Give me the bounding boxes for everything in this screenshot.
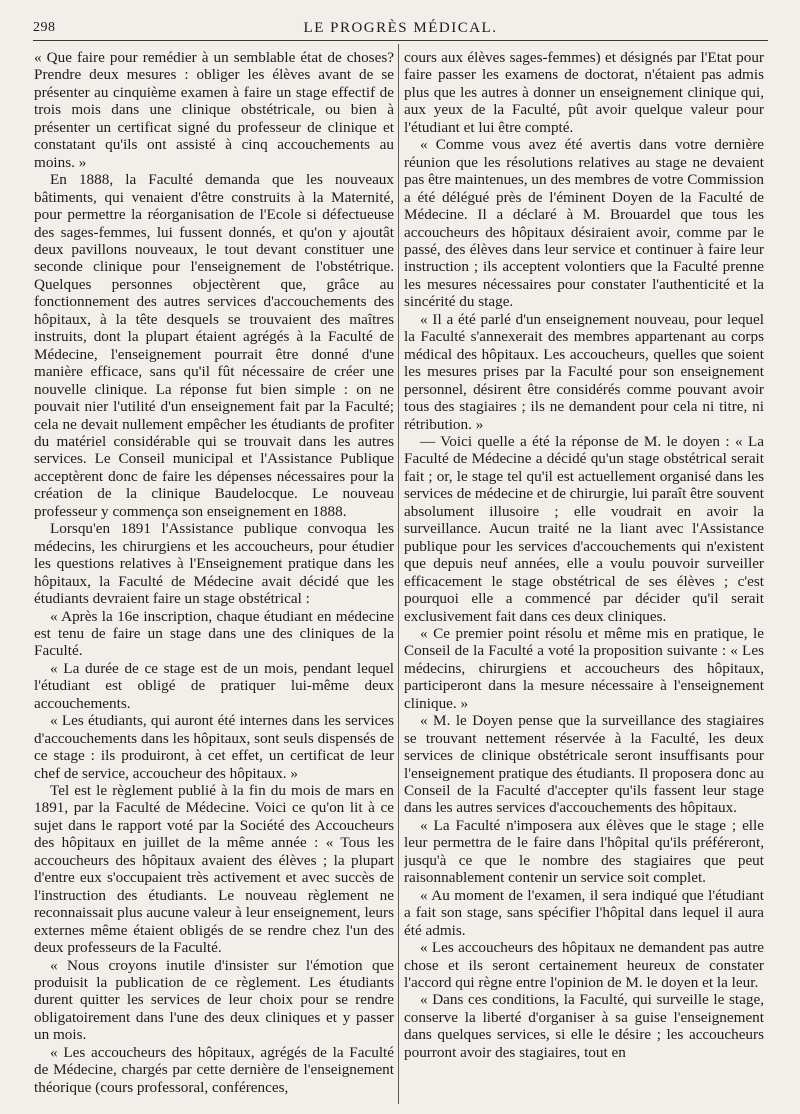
paragraph: Tel est le règlement publié à la fin du mois de mars en 1891, par la Faculté de Médecine. Voici ce qu'on lit à ce sujet dans le rapport voté par la Société des Accoucheurs des hôpitaux en juillet de la même année : « Tous les accoucheurs des hôpitaux avaient des élèves ; la plupart d'entre eux s'occupaient très activement et avec succès de l'instruction des étudiants. Le nouveau règlement ne reconnaissait plus aucune valeur à leur enseignement, leurs externes même étaient obligés de se rendre chez l'un des deux professeurs de la Faculté.: [34, 782, 394, 957]
paragraph: « Les accoucheurs des hôpitaux, agrégés de la Faculté de Médecine, chargés par cette dernière de l'enseignement théorique (cours professoral, conférences,: [34, 1043, 394, 1096]
paragraph: « Il a été parlé d'un enseignement nouveau, pour lequel la Faculté s'annexerait des membres appartenant au corps médical des hôpitaux. Les accoucheurs, quelles que soient les mesures prises par la Faculté pour son enseignement personnel, désirent être considérés comme pouvant avoir tous des stagiaires ; ils ne demandent pour cela ni titre, ni rétribution. »: [404, 310, 764, 433]
paragraph: « La Faculté n'imposera aux élèves que le stage ; elle leur permettra de le faire dans l'hôpital qu'ils préféreront, jusqu'à ce que le nombre des stagiaires que peut raisonnablement contenir un service soit complet.: [404, 816, 764, 887]
page-header: [33, 18, 768, 41]
journal-title: LE PROGRÈS MÉDICAL.: [303, 20, 498, 36]
paragraph: — Voici quelle a été la réponse de M. le doyen : « La Faculté de Médecine a décidé qu'un stage obstétrical serait fait ; or, le stage tel qu'il est actuellement organisé dans les services de médecine et de chirurgie, lui paraît être souvent absolument illusoire ; elle voudrait en avoir la surveillance. Aucun traité ne la liant avec l'Assistance publique pour les services d'accouchements qui n'existent que depuis neuf années, elle a voulu pouvoir surveiller efficacement le stage obstétrical de ses élèves ; c'est pourquoi elle a commencé par décider qu'il serait exclusivement fait dans ces deux cliniques.: [404, 432, 764, 625]
page-number: 298: [33, 20, 56, 35]
paragraph: « Ce premier point résolu et même mis en pratique, le Conseil de la Faculté a voté la proposition suivante : « Les médecins, chirurgiens et accoucheurs des hôpitaux, participeront dans la mesure nécessaire à l'enseignement clinique. »: [404, 624, 764, 712]
paragraph: « M. le Doyen pense que la surveillance des stagiaires se trouvant nettement réservée à la Faculté, les deux services de clinique obstétricale seront insuffisants pour l'enseignement pratique des étudiants. Il proposera donc au Conseil de la Faculté d'accepter qu'ils fassent leur stage dans les autres services d'accouchements des hôpitaux.: [404, 712, 764, 817]
paragraph: En 1888, la Faculté demanda que les nouveaux bâtiments, qui venaient d'être construits à la Maternité, pour permettre la réorganisation de l'Ecole si défectueuse des sages-femmes, lui fussent donnés, et qu'on y ajoutât deux pavillons nouveaux, le tout devant constituer une seconde clinique pour l'enseignement de l'obstétrique. Quelques personnes objectèrent que, grâce au fonctionnement des autres services d'accouchements des hôpitaux, à la tête desquels se trouvaient des maîtres instruits, dont la plupart étaient agrégés à la Faculté de Médecine, l'enseignement pourrait être donné d'une manière efficace, sans qu'il fût nécessaire de créer une nouvelle clinique. La réponse fut bien simple : on ne pouvait nier l'utilité d'un enseignement fait par la Faculté; cela ne devait nullement empêcher les étudiants de profiter du matériel considérable qui se trouvait dans les autres services. Le Conseil municipal et l'Assistance Publique acceptèrent donc de faire les dépenses nécessaires pour la création de la clinique Baudelocque. Le nouveau professeur y commença son enseignement en 1888.: [34, 171, 394, 520]
paragraph: « Comme vous avez été avertis dans votre dernière réunion que les résolutions relatives au stage ne devaient pas être maintenues, un des membres de votre Commission a été délégué près de l'éminent Doyen de la Faculté de Médecine. Il a déclaré à M. Brouardel que tous les accoucheurs des hôpitaux désiraient avoir, comme par le passé, des élèves dans leur service et continuer à faire leur instruction ; ils acceptent volontiers que la Faculté prenne les mesures nécessaires pour constater l'authenticité et la sincérité du stage.: [404, 136, 764, 311]
paragraph: « Après la 16e inscription, chaque étudiant en médecine est tenu de faire un stage dans une des cliniques de la Faculté.: [34, 607, 394, 660]
paragraph: cours aux élèves sages-femmes) et désignés par l'Etat pour faire passer les examens de doctorat, n'étaient pas admis plus que les autres à donner un enseignement clinique qui, aux yeux de la Faculté, pût avoir quelque valeur pour l'étudiant et lui être compté.: [404, 49, 764, 136]
paragraph: Lorsqu'en 1891 l'Assistance publique convoqua les médecins, les chirurgiens et les accoucheurs, pour étudier les questions relatives à l'Enseignement pratique dans les hôpitaux, la Faculté de Médecine avait décidé que les étudiants devraient faire un stage obstétrical :: [34, 520, 394, 608]
paragraph: « Les étudiants, qui auront été internes dans les services d'accouchements dans les hôpitaux, sont seuls dispensés de ce stage : ils produiront, à cet effet, un certificat de leur chef de service, accoucheur des hôpitaux. »: [34, 712, 394, 782]
right-column: [404, 49, 764, 1101]
left-column: [34, 49, 394, 1101]
column-divider: [398, 44, 399, 1104]
paragraph: « La durée de ce stage est de un mois, pendant lequel l'étudiant est obligé de pratiquer lui-même deux accouchements.: [34, 659, 394, 712]
paragraph: « Que faire pour remédier à un semblable état de choses? Prendre deux mesures : obliger les élèves avant de se présenter au cinquième examen à faire un stage effectif de trois mois dans une clinique obstétricale, ou bien à présenter un certificat signé du professeur de clinique et constatant qu'ils ont assisté à cinq accouchements au moins. »: [34, 49, 394, 171]
paragraph: « Au moment de l'examen, il sera indiqué que l'étudiant a fait son stage, sans spécifier l'hôpital dans lequel il aura été admis.: [404, 886, 764, 939]
paragraph: « Nous croyons inutile d'insister sur l'émotion que produisit la publication de ce règlement. Les étudiants durent quitter les services de leur choix pour se rendre obligatoirement dans l'une des deux cliniques et y passer un mois.: [34, 956, 394, 1044]
paragraph: « Dans ces conditions, la Faculté, qui surveille le stage, conserve la liberté d'organiser à sa guise l'enseignement dans quelques services, si elle le désire ; les accoucheurs pourront avoir des stagiaires, tout en: [404, 991, 764, 1061]
paragraph: « Les accoucheurs des hôpitaux ne demandent pas autre chose et ils seront certainement heureux de constater l'accord qui règne entre l'opinion de M. le doyen et la leur.: [404, 939, 764, 992]
